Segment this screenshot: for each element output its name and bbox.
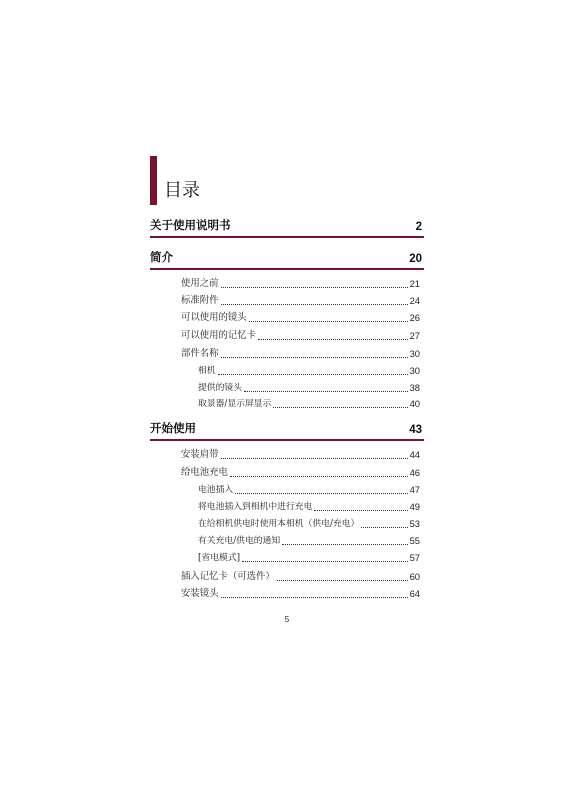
entry-page: 44 — [409, 449, 420, 460]
entry-page: 55 — [409, 535, 420, 546]
leader-dots — [235, 492, 407, 494]
entry-title: 可以使用的镜头 — [181, 312, 247, 323]
leader-dots — [361, 526, 407, 528]
toc-subentry[interactable] — [198, 396, 420, 410]
entry-page: 30 — [409, 348, 420, 359]
entry-title: 电池插入 — [198, 485, 234, 495]
toc-subentry[interactable] — [198, 363, 420, 377]
leader-dots — [221, 356, 408, 358]
section-page: 2 — [415, 221, 422, 233]
toc-entry[interactable] — [181, 276, 420, 290]
leader-dots — [244, 390, 408, 392]
entry-page: 24 — [409, 295, 420, 306]
leader-dots — [273, 406, 407, 408]
entry-title: 在给相机供电时使用本相机（供电/充电） — [198, 519, 360, 529]
entry-title: 相机 — [198, 366, 216, 376]
toc-subentry[interactable] — [198, 482, 420, 496]
entry-title: 安装肩带 — [181, 449, 219, 460]
entry-page: 60 — [409, 571, 420, 582]
entry-page: 53 — [409, 518, 420, 529]
toc-entry[interactable] — [181, 328, 420, 342]
toc-section-intro[interactable] — [150, 250, 424, 270]
entry-title: 取景器/显示屏显示 — [198, 399, 272, 409]
toc-entry[interactable] — [181, 586, 420, 600]
toc-subentry[interactable] — [198, 516, 420, 530]
entry-page: 30 — [409, 365, 420, 376]
toc-subentry[interactable] — [198, 533, 420, 547]
entry-page: 57 — [409, 552, 420, 563]
entry-title: 可以使用的记忆卡 — [181, 330, 257, 341]
leader-dots — [221, 303, 408, 305]
leader-dots — [282, 543, 407, 545]
leader-dots — [221, 596, 408, 598]
entry-title: 使用之前 — [181, 278, 219, 289]
leader-dots — [249, 320, 408, 322]
leader-dots — [221, 457, 408, 459]
toc-title: 目录 — [164, 180, 200, 201]
leader-dots — [242, 560, 408, 562]
toc-entry[interactable] — [181, 447, 420, 461]
section-title: 关于使用说明书 — [150, 220, 231, 232]
entry-title: 部件名称 — [181, 348, 219, 359]
entry-title: 提供的镜头 — [198, 383, 242, 393]
entry-title: 给电池充电 — [181, 467, 228, 478]
section-page: 43 — [409, 424, 422, 436]
section-title: 开始使用 — [150, 423, 196, 435]
entry-page: 49 — [409, 501, 420, 512]
entry-page: 26 — [409, 312, 420, 323]
leader-dots — [230, 475, 408, 477]
entry-title: 标准附件 — [181, 295, 219, 306]
title-accent-bar — [150, 156, 157, 205]
entry-page: 40 — [409, 398, 420, 409]
toc-entry[interactable] — [181, 465, 420, 479]
section-page: 20 — [409, 253, 422, 265]
leader-dots — [277, 579, 408, 581]
toc-subentry[interactable] — [198, 380, 420, 394]
leader-dots — [258, 338, 408, 340]
leader-dots — [218, 373, 408, 375]
entry-page: 47 — [409, 484, 420, 495]
section-title: 简介 — [150, 252, 173, 264]
entry-title: 插入记忆卡（可选件） — [181, 571, 275, 582]
entry-title: 有关充电/供电的通知 — [198, 536, 281, 546]
toc-entry[interactable] — [181, 293, 420, 307]
toc-subentry[interactable] — [198, 499, 420, 513]
toc-section-getting-started[interactable] — [150, 421, 424, 441]
toc-subentry[interactable] — [198, 550, 420, 564]
leader-dots — [221, 286, 408, 288]
entry-title: 安装镜头 — [181, 588, 219, 599]
page-number: 5 — [284, 615, 290, 624]
entry-title: [省电模式] — [198, 553, 241, 563]
leader-dots — [314, 509, 407, 511]
toc-entry[interactable] — [181, 569, 420, 583]
toc-entry[interactable] — [181, 310, 420, 324]
entry-page: 21 — [409, 278, 420, 289]
entry-page: 64 — [409, 588, 420, 599]
entry-page: 38 — [409, 382, 420, 393]
entry-title: 将电池插入到相机中进行充电 — [198, 502, 313, 512]
entry-page: 46 — [409, 467, 420, 478]
toc-entry[interactable] — [181, 346, 420, 360]
toc-section-about[interactable] — [150, 218, 424, 238]
entry-page: 27 — [409, 330, 420, 341]
